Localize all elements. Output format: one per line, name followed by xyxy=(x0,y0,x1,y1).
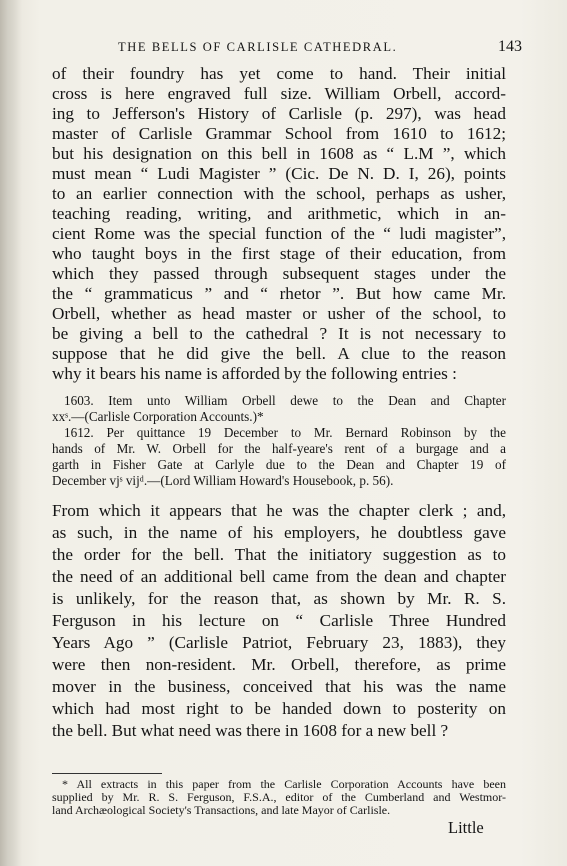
extract-line: garth in Fisher Gate at Carlyle due to the Dean and Chapter 19 of xyxy=(52,457,506,472)
extract-line: hands of Mr. W. Orbell for the half-yeare's rent of a burgage and a xyxy=(52,441,506,456)
page-gutter-shadow xyxy=(0,0,22,866)
text-line: suppose that he did give the bell. A clue to the reason xyxy=(52,344,506,363)
extract-line: 1612. Per quittance 19 December to Mr. Bernard Robinson by the xyxy=(64,425,506,440)
text-line: master of Carlisle Grammar School from 1610 to 1612; xyxy=(52,124,506,143)
text-line: the order for the bell. That the initiatory suggestion as to xyxy=(52,545,506,564)
text-line: but his designation on this bell in 1608 as “ L.M ”, which xyxy=(52,144,506,163)
text-line: mover in the business, conceived that his was the name xyxy=(52,677,506,696)
text-line: the bell. But what need was there in 1608 for a new bell ? xyxy=(52,721,449,740)
footnote-rule xyxy=(52,773,162,774)
text-line: From which it appears that he was the chapter clerk ; and, xyxy=(52,501,506,520)
catchword: Little xyxy=(448,818,484,837)
text-line: of their foundry has yet come to hand. Their initial xyxy=(52,64,506,83)
extract-line: xxˢ.—(Carlisle Corporation Accounts.)* xyxy=(52,409,264,424)
text-line: must mean “ Ludi Magister ” (Cic. De N. D. I, 26), points xyxy=(52,164,506,183)
page-header xyxy=(48,38,522,60)
text-line: who taught boys in the first stage of their education, from xyxy=(52,244,506,263)
text-line: to an earlier connection with the school, perhaps as usher, xyxy=(52,184,506,203)
text-line: which had most right to be handed down to posterity on xyxy=(52,699,506,718)
text-line: the “ grammaticus ” and “ rhetor ”. But how came Mr. xyxy=(52,284,506,303)
running-head: THE BELLS OF CARLISLE CATHEDRAL. xyxy=(118,40,398,54)
text-line: teaching reading, writing, and arithmetic, which in an- xyxy=(52,204,506,223)
text-line: Years Ago ” (Carlisle Patriot, February 23, 1883), they xyxy=(52,633,506,652)
text-line: ing to Jefferson's History of Carlisle (p. 297), was head xyxy=(52,104,506,123)
text-line: which they passed through subsequent stages under the xyxy=(52,264,506,283)
text-line: be giving a bell to the cathedral ? It is not necessary to xyxy=(52,324,506,343)
text-line: cross is here engraved full size. William Orbell, accord- xyxy=(52,84,506,103)
text-line: why it bears his name is afforded by the following entries : xyxy=(52,364,457,383)
extract-line: December vjˢ vijᵈ.—(Lord William Howard's Housebook, p. 56). xyxy=(52,473,394,488)
text-line: as such, in the name of his employers, he doubtless gave xyxy=(52,523,506,542)
footnote-line: land Archæological Society's Transactions, and late Mayor of Carlisle. xyxy=(52,803,391,817)
text-line: Ferguson in his lecture on “ Carlisle Three Hundred xyxy=(52,611,506,630)
text-line: Orbell, whether as head master or usher of the school, to xyxy=(52,304,506,323)
text-line: were then non-resident. Mr. Orbell, therefore, as prime xyxy=(52,655,506,674)
extract-line: 1603. Item unto William Orbell dewe to the Dean and Chapter xyxy=(64,393,506,408)
footnote-line: supplied by Mr. R. S. Ferguson, F.S.A., editor of the Cumberland and Westmor- xyxy=(52,790,506,804)
text-line: cient Rome was the special function of the “ ludi magister”, xyxy=(52,224,506,243)
page-number: 143 xyxy=(498,38,522,55)
footnote-line: * All extracts in this paper from the Carlisle Corporation Accounts have been xyxy=(62,777,506,791)
text-line: is unlikely, for the reason that, as shown by Mr. R. S. xyxy=(52,589,506,608)
text-line: the need of an additional bell came from the dean and chapter xyxy=(52,567,506,586)
